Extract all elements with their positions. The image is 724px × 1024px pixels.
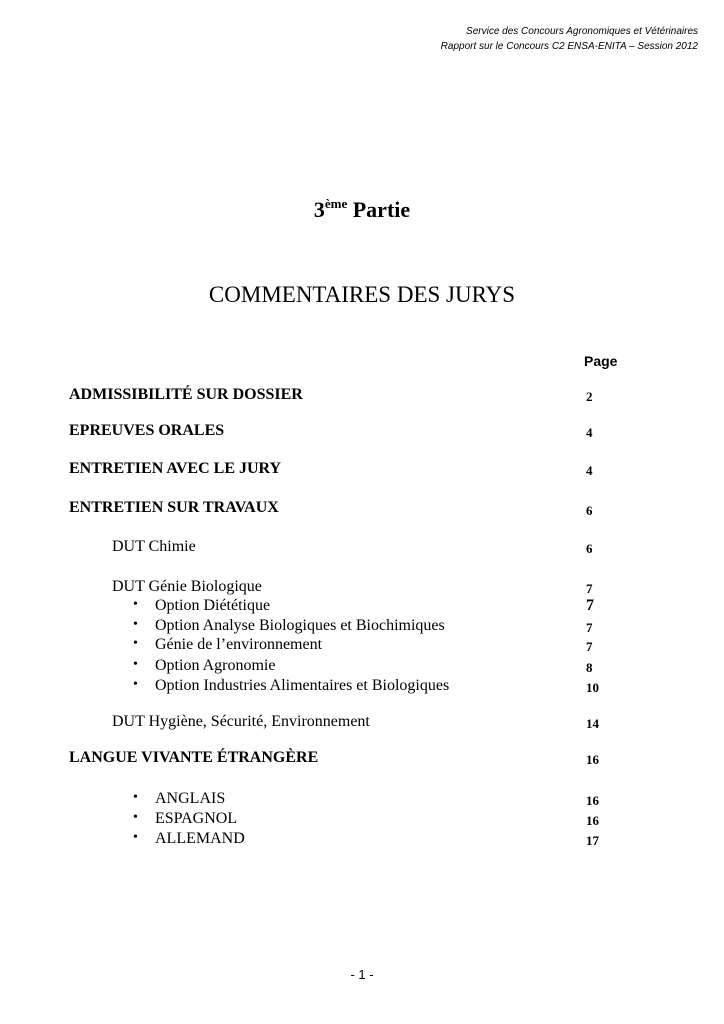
bullet-glyph: • [133, 617, 138, 632]
toc-entry-admissibilite: ADMISSIBILITÉ SUR DOSSIER [69, 386, 303, 403]
toc-page-dut-chimie: 6 [586, 541, 593, 556]
toc-entry-entretien-travaux: ENTRETIEN SUR TRAVAUX [69, 499, 279, 516]
header-line-1: Service des Concours Agronomiques et Vétérinaires [466, 26, 698, 37]
page-header [198, 24, 698, 54]
bullet-glyph: • [133, 830, 138, 845]
toc-page-espagnol: 16 [586, 813, 599, 828]
toc-page-epreuves-orales: 4 [586, 425, 593, 440]
bullet-glyph: • [133, 677, 138, 692]
bullet-glyph: • [133, 597, 138, 612]
part-word: Partie [352, 197, 411, 222]
toc-page-anglais: 16 [586, 793, 599, 808]
toc-entry-epreuves-orales: EPREUVES ORALES [69, 422, 225, 439]
bullet-glyph: • [133, 657, 138, 672]
toc-page-admissibilite: 2 [586, 389, 593, 404]
toc-page-entretien-travaux: 6 [586, 503, 593, 518]
toc-page-entretien-jury: 4 [586, 463, 593, 478]
toc-page-option-analyse: 7 [586, 620, 593, 635]
toc-page-heading: Page [584, 353, 618, 369]
toc-page-option-agronomie: 8 [586, 660, 593, 675]
bullet-glyph: • [133, 790, 138, 805]
page-footer-number: - 1 - [350, 967, 374, 982]
toc-page-dut-genie-bio: 7 [586, 581, 593, 596]
toc-entry-allemand: ALLEMAND [155, 830, 245, 847]
toc-entry-anglais: ANGLAIS [155, 790, 226, 807]
toc-entry-espagnol: ESPAGNOL [155, 810, 238, 827]
toc-page-genie-environnement: 7 [586, 639, 593, 654]
toc-page-option-dietetique: 7 [586, 597, 594, 614]
part-suffix: ème [324, 196, 348, 211]
bullet-glyph: • [133, 636, 138, 651]
toc-page-langue-vivante: 16 [586, 752, 599, 767]
part-number: 3 [313, 197, 325, 222]
header-line-2: Rapport sur le Concours C2 ENSA-ENITA – Session 2012 [440, 41, 698, 52]
toc-page-allemand: 17 [586, 833, 599, 848]
toc-entry-entretien-jury: ENTRETIEN AVEC LE JURY [69, 460, 282, 477]
bullet-glyph: • [133, 810, 138, 825]
toc-page-option-industries: 10 [586, 680, 599, 695]
toc-entry-dut-hygiene: DUT Hygiène, Sécurité, Environnement [112, 713, 370, 730]
toc-page-dut-hygiene: 14 [586, 716, 599, 731]
toc-entry-option-analyse: Option Analyse Biologiques et Biochimiques [155, 617, 445, 634]
toc-entry-option-agronomie: Option Agronomie [155, 657, 276, 674]
toc-entry-dut-chimie: DUT Chimie [112, 538, 196, 555]
toc-entry-option-industries: Option Industries Alimentaires et Biologiques [155, 677, 450, 694]
toc-entry-option-dietetique: Option Diététique [155, 597, 271, 614]
toc-entry-dut-genie-bio: DUT Génie Biologique [112, 578, 262, 595]
toc-entry-langue-vivante: LANGUE VIVANTE ÉTRANGÈRE [69, 749, 319, 766]
main-title: COMMENTAIRES DES JURYS [208, 282, 516, 307]
toc-entry-genie-environnement: Génie de l’environnement [155, 636, 323, 653]
part-title [0, 196, 724, 223]
